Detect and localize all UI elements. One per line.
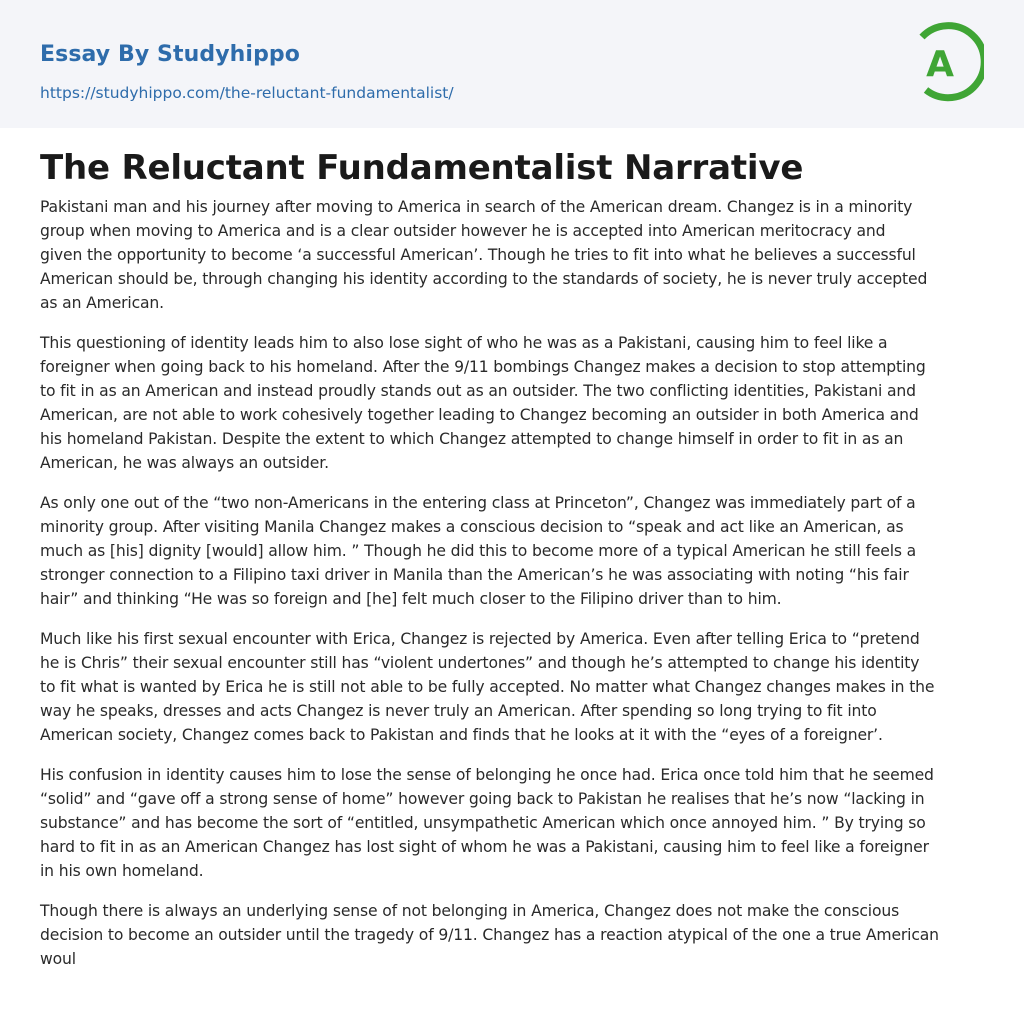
logo-letter: A	[926, 44, 954, 85]
essay-paragraph: As only one out of the “two non-Americans in the entering class at Princeton”, Changez was immediately part of a minority group. After visiting Manila Changez makes a conscious decision to “speak and act like an American, as much as [his] dignity [would] allow him. ” Though he did this to become more of a typical American he still feels a stronger connection to a Filipino taxi driver in Manila than the American’s he was associating with noting “his fair hair” and thinking “He was so foreign and [he] felt much closer to the Filipino driver than to him.	[40, 494, 917, 608]
essay-paragraph: This questioning of identity leads him to also lose sight of who he was as a Pakistani, causing him to feel like a foreigner when going back to his homeland. After the 9/11 bombings Changez makes a decision to stop attempting to fit in as an American and instead proudly stands out as an outsider. The two conflicting identities, Pakistani and American, are not able to work cohesively together leading to Changez becoming an outsider in both America and his homeland Pakistan. Despite the extent to which Changez attempted to change himself in order to fit in as an American, he was always an outsider.	[40, 334, 926, 472]
site-title[interactable]: Essay By Studyhippo	[40, 42, 300, 67]
essay-paragraph: His confusion in identity causes him to lose the sense of belonging he once had. Erica once told him that he seemed “solid” and “gave off a strong sense of home” however going back to Pakistan he realises that he’s now “lacking in substance” and has become the sort of “entitled, unsympathetic American which once annoyed him. ” By trying so hard to fit in as an American Changez has lost sight of whom he was a Pakistani, causing him to feel like a foreigner in his own homeland.	[40, 766, 934, 880]
essay-paragraph: Though there is always an underlying sense of not belonging in America, Changez does not make the conscious decision to become an outsider until the tragedy of 9/11. Changez has a reaction atypical of the one a true American woul	[40, 902, 939, 968]
essay-paragraph: Much like his first sexual encounter with Erica, Changez is rejected by America. Even after telling Erica to “pretend he is Chris” their sexual encounter still has “violent undertones” and though he’s attempted to change his identity to fit what is wanted by Erica he is still not able to be fully accepted. No matter what Changez changes makes in the way he speaks, dresses and acts Changez is never truly an American. After spending so long trying to fit into American society, Changez comes back to Pakistan and finds that he looks at it with the “eyes of a foreigner’.	[40, 630, 935, 744]
essay-content	[0, 128, 1024, 971]
essay-title: The Reluctant Fundamentalist Narrative	[40, 148, 804, 188]
site-header	[0, 0, 1024, 128]
studyhippo-logo-icon[interactable]	[916, 20, 984, 104]
source-url-link[interactable]: https://studyhippo.com/the-reluctant-fundamentalist/	[40, 84, 454, 102]
essay-paragraph: Pakistani man and his journey after moving to America in search of the American dream. Changez is in a minority group when moving to America and is a clear outsider however he is accepted into American meritocracy and given the opportunity to become ‘a successful American’. Though he tries to fit into what he believes a successful American should be, through changing his identity according to the standards of society, he is never truly accepted as an American.	[40, 198, 928, 312]
